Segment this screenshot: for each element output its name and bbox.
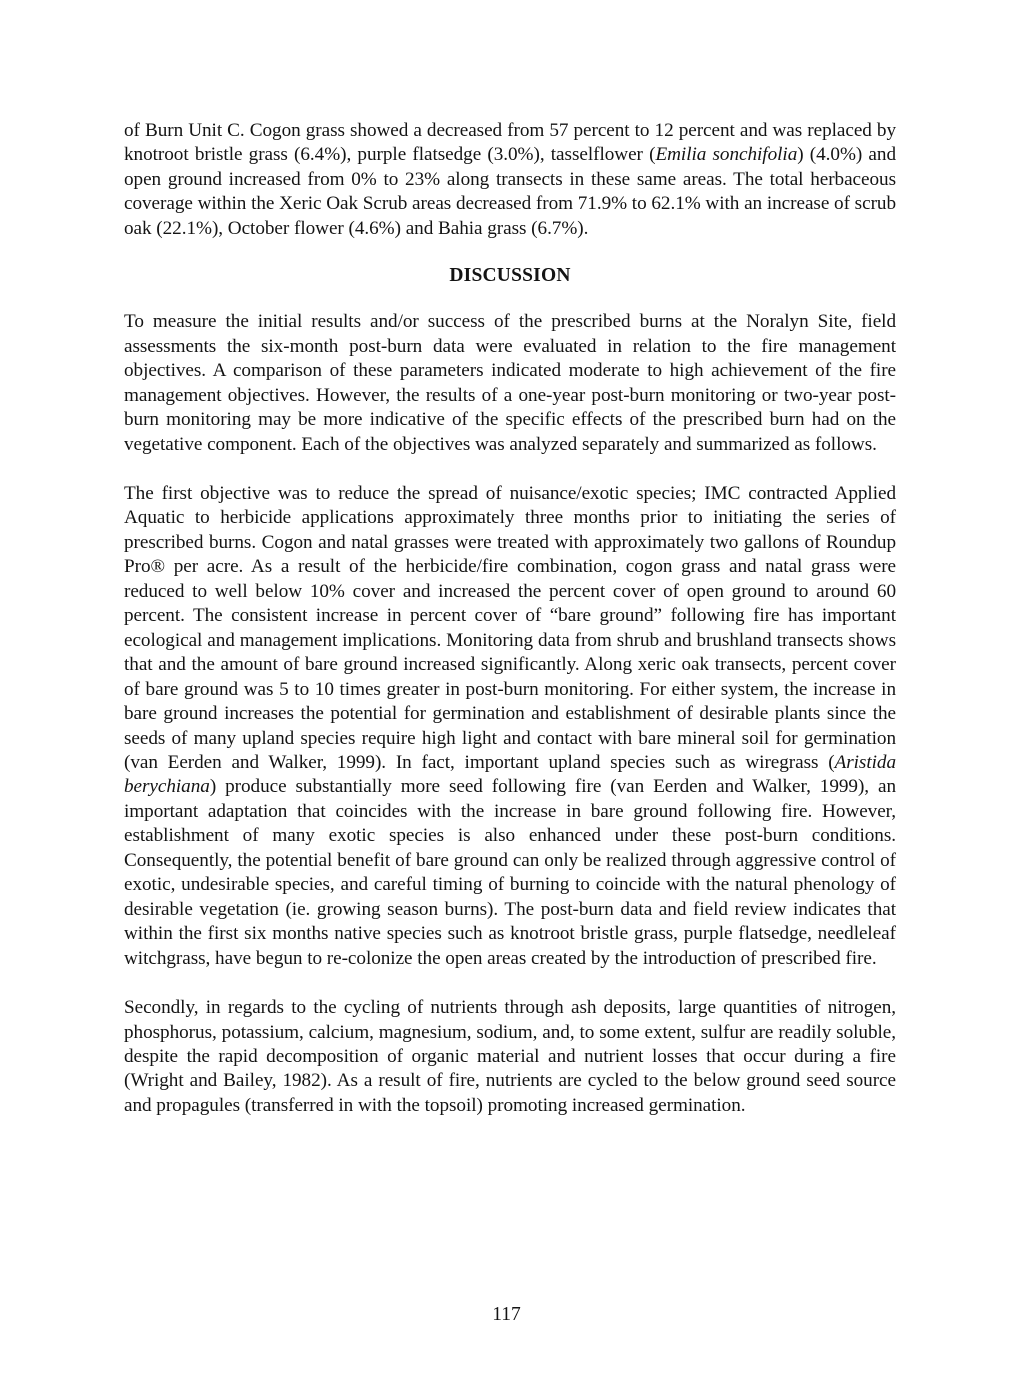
paragraph-discussion-intro: To measure the initial results and/or success of the prescribed burns at the Noralyn Site, field assessments the six-month post-burn data were evaluated in relation to the fire management objectives. A comparison of these parameters indicated moderate to high achievement of the fire management objectives. However, the results of a one-year post-burn monitoring or two-year post-burn monitoring may be more indicative of the specific effects of the prescribed burn had on the vegetative component. Each of the objectives was analyzed separately and summarized as follows. — [124, 311, 896, 455]
paragraph-second-objective: Secondly, in regards to the cycling of nutrients through ash deposits, large quantities of nitrogen, phosphorus, potassium, calcium, magnesium, sodium, and, to some extent, sulfur are readily soluble, despite the rapid decomposition of organic material and nutrient losses that occur during a fire (Wright and Bailey, 1982). As a result of fire, nutrients are cycled to the below ground seed source and propagules (transferred in with the topsoil) promoting increased germination. — [124, 997, 896, 1116]
paragraph-text: of Burn Unit C. Cogon grass showed a decreased from 57 percent to 12 percent and was replaced by knotroot bristle grass (6.4%), purple flatsedge (3.0%), tasselflower ( — [124, 120, 896, 166]
section-heading: DISCUSSION — [449, 265, 571, 287]
species-name-italic: Emilia sonchifolia — [655, 144, 798, 166]
paragraph-results-continued — [124, 119, 896, 241]
document-page — [124, 119, 896, 1118]
page-number: 117 — [492, 1304, 521, 1325]
paragraph-first-objective — [124, 482, 896, 971]
paragraph-text: The first objective was to reduce the spread of nuisance/exotic species; IMC contracted Applied Aquatic to herbicide applications approximately three months prior to initiating the series of prescribed burns. Cogon and natal grasses were treated with approximately two gallons of Roundup Pro® per acre. As a result of the herbicide/fire combination, cogon grass and natal grass were reduced to well below 10% cover and increased the percent cover of open ground to around 60 percent. The consistent increase in percent cover of “bare ground” following fire has important ecological and management implications. Monitoring data from shrub and brushland transects shows that and the amount of bare ground increased significantly. Along xeric oak transects, percent cover of bare ground was 5 to 10 times greater in post-burn monitoring. For either system, the increase in bare ground increases the potential for germination and establishment of desirable plants since the seeds of many upland species require high light and contact with bare mineral soil for germination (van Eerden and Walker, 1999). In fact, important upland species such as wiregrass ( — [124, 482, 896, 773]
paragraph-text: ) produce substantially more seed following fire (van Eerden and Walker, 1999), an important adaptation that coincides with the increase in bare ground following fire. However, establishment of many exotic species is also enhanced under these post-burn conditions. Consequently, the potential benefit of bare ground can only be realized through aggressive control of exotic, undesirable species, and careful timing of burning to coincide with the natural phenology of desirable vegetation (ie. growing season burns). The post-burn data and field review indicates that within the first six months native species such as knotroot bristle grass, purple flatsedge, needleleaf witchgrass, have begun to re-colonize the open areas created by the introduction of prescribed fire. — [124, 776, 896, 969]
species-name-italic: Aristida berychiana — [124, 751, 896, 798]
paragraph-text: ) (4.0%) and open ground increased from 0% to 23% along transects in these same areas. The total herbaceous coverage within the Xeric Oak Scrub areas decreased from 71.9% to 62.1% with an increase of scrub oak (22.1%), October flower (4.6%) and Bahia grass (6.7%). — [124, 144, 896, 239]
